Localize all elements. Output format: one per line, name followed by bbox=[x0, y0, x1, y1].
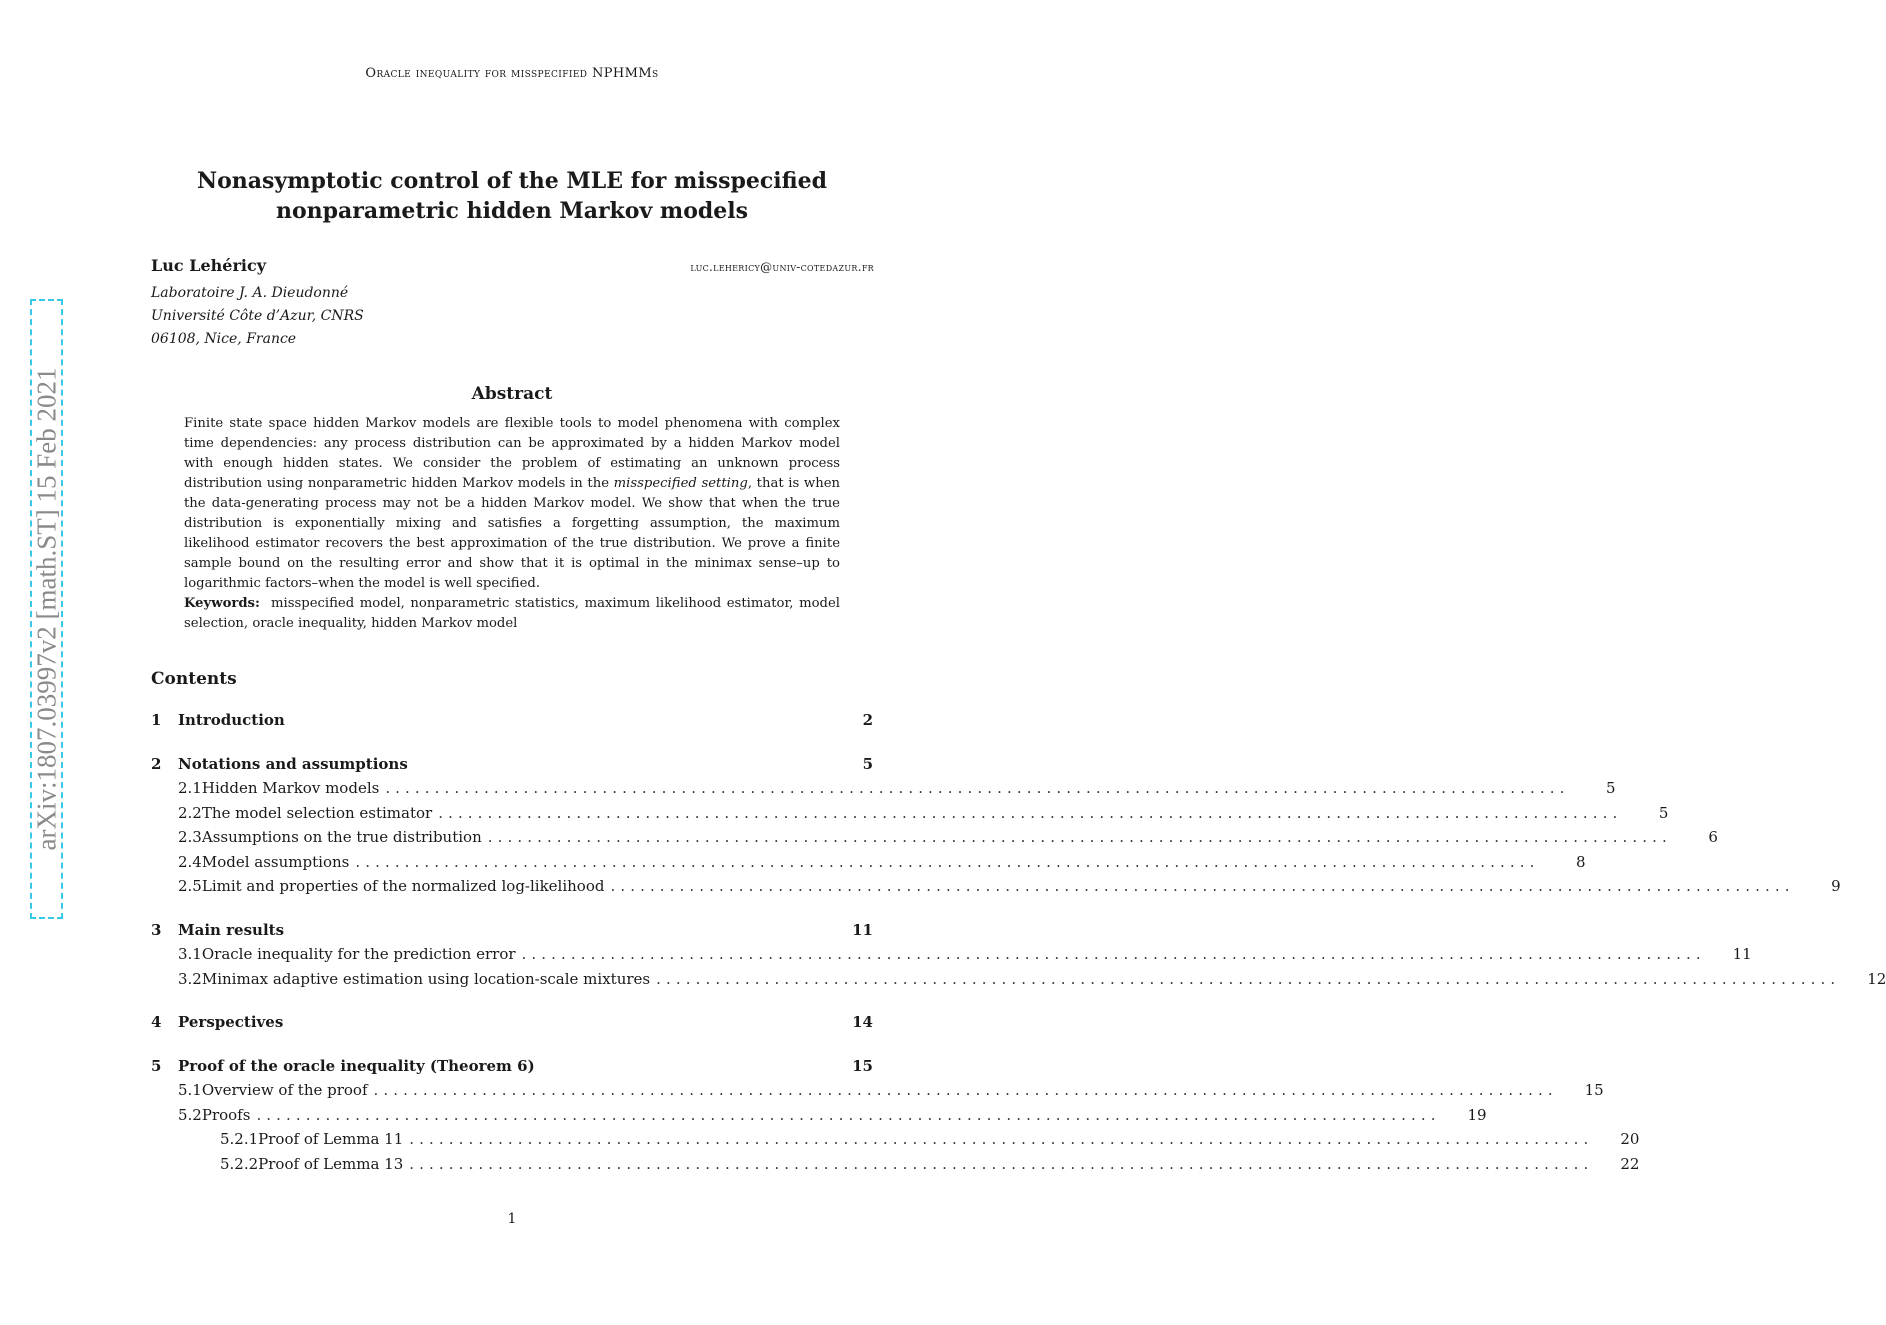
toc-section[interactable] bbox=[151, 711, 873, 736]
toc-label: The model selection estimator bbox=[201, 803, 433, 822]
arxiv-stamp[interactable] bbox=[30, 299, 63, 919]
affiliation-line: Université Côte d’Azur, CNRS bbox=[151, 308, 364, 324]
toc-number: 2 bbox=[151, 754, 162, 773]
arxiv-stamp-text: arXiv:1807.03997v2 [math.ST] 15 Feb 2021 bbox=[31, 367, 61, 851]
toc-leader: ........................................................................................................................ bbox=[409, 1130, 1594, 1148]
toc-page: 20 bbox=[1620, 1130, 1640, 1148]
toc-leader: ........................................................................................................................ bbox=[256, 1105, 1441, 1124]
abstract-emphasis: misspecified setting bbox=[613, 476, 748, 491]
affiliation-line: 06108, Nice, France bbox=[151, 331, 297, 347]
toc-label: Proofs bbox=[201, 1105, 251, 1124]
toc-label: Introduction bbox=[178, 711, 285, 729]
toc-label: Overview of the proof bbox=[201, 1081, 368, 1099]
toc-page: 11 bbox=[1732, 945, 1752, 963]
toc-subsection[interactable] bbox=[151, 803, 1669, 829]
author-email[interactable]: luc.lehericy@univ-cotedazur.fr bbox=[690, 260, 874, 274]
toc-page: 15 bbox=[1584, 1081, 1604, 1099]
toc-subsection[interactable] bbox=[151, 1105, 1487, 1131]
toc-number: 4 bbox=[151, 1013, 162, 1031]
table-of-contents bbox=[151, 711, 1886, 1179]
toc-page: 9 bbox=[1831, 877, 1841, 895]
toc-label: Minimax adaptive estimation using location-scale mixtures bbox=[201, 969, 651, 988]
abstract-part-1: Finite state space hidden Markov models are flexible tools to model phenomena with complex time dependencies: any process distribution can be approximated by a hidden Markov model with enough hidden states. We consider the problem of estimating an unknown process distribution using nonparametric hidden Markov models in the bbox=[184, 416, 840, 491]
toc-subsection[interactable] bbox=[151, 945, 1752, 970]
toc-number: 1 bbox=[151, 711, 162, 729]
toc-label: Oracle inequality for the prediction error bbox=[201, 945, 516, 963]
toc-number: 5.2.1 bbox=[220, 1130, 259, 1148]
toc-label: Main results bbox=[178, 920, 285, 939]
toc-subsubsection[interactable] bbox=[151, 1154, 1640, 1180]
toc-page: 2 bbox=[862, 711, 873, 729]
author-name: Luc Lehéricy bbox=[151, 256, 266, 275]
keywords-label: Keywords: bbox=[184, 596, 260, 611]
toc-page: 5 bbox=[1605, 779, 1616, 797]
affiliation-line: Laboratoire J. A. Dieudonné bbox=[151, 285, 349, 301]
paper-title bbox=[150, 166, 874, 226]
toc-leader: ........................................................................................................................ bbox=[521, 945, 1706, 963]
abstract-part-2: , that is when the data-generating process may not be a hidden Markov model. We show that when the true distribution is exponentially mixing and satisfies a forgetting assumption, the maximum likelihood estimator recovers the best approximation of the true distribution. We prove a finite sample bound on the resulting error and show that it is optimal in the minimax sense–up to logarithmic factors–when the model is well specified. bbox=[184, 476, 841, 591]
toc-label: Hidden Markov models bbox=[201, 779, 380, 797]
keywords-text: misspecified model, nonparametric statistics, maximum likelihood estimator, model selection, oracle inequality, hidden Markov model bbox=[184, 596, 840, 631]
toc-subsection[interactable] bbox=[151, 969, 1886, 995]
toc-label: Proof of Lemma 13 bbox=[258, 1154, 404, 1173]
toc-number: 5.2 bbox=[178, 1105, 202, 1124]
title-line-2: nonparametric hidden Markov models bbox=[276, 198, 748, 224]
toc-subsection[interactable] bbox=[151, 779, 1616, 804]
running-head: Oracle inequality for misspecified NPHMMs bbox=[365, 66, 659, 81]
contents-heading: Contents bbox=[151, 669, 237, 689]
toc-number: 2.2 bbox=[178, 803, 202, 822]
toc-number: 3 bbox=[151, 920, 162, 939]
title-line-1: Nonasymptotic control of the MLE for misspecified bbox=[197, 168, 827, 194]
toc-number: 2.4 bbox=[178, 852, 202, 871]
toc-leader: ........................................................................................................................ bbox=[656, 969, 1841, 988]
toc-number: 2.1 bbox=[178, 779, 202, 797]
abstract bbox=[184, 414, 840, 634]
toc-page: 5 bbox=[1658, 803, 1669, 822]
toc-subsection[interactable] bbox=[151, 877, 1841, 902]
toc-section[interactable] bbox=[151, 1057, 873, 1082]
toc-label: Assumptions on the true distribution bbox=[201, 828, 482, 846]
affiliation bbox=[151, 282, 364, 351]
keywords bbox=[184, 594, 840, 634]
toc-label: Perspectives bbox=[178, 1013, 284, 1031]
toc-leader: ........................................................................................................................ bbox=[373, 1081, 1558, 1099]
toc-leader: ........................................................................................................................ bbox=[409, 1154, 1594, 1173]
toc-page: 11 bbox=[852, 920, 873, 939]
toc-page: 8 bbox=[1575, 852, 1586, 871]
toc-page: 19 bbox=[1467, 1105, 1487, 1124]
toc-subsection[interactable] bbox=[151, 1081, 1604, 1106]
toc-number: 3.2 bbox=[178, 969, 202, 988]
abstract-text bbox=[184, 414, 840, 594]
toc-subsection[interactable] bbox=[151, 852, 1586, 878]
toc-number: 2.5 bbox=[178, 877, 202, 895]
toc-section[interactable] bbox=[151, 921, 873, 946]
toc-page: 6 bbox=[1708, 828, 1718, 846]
toc-number: 5 bbox=[151, 1056, 162, 1075]
page-number: 1 bbox=[507, 1211, 517, 1227]
toc-label: Proof of Lemma 11 bbox=[258, 1130, 404, 1148]
toc-page: 15 bbox=[852, 1056, 873, 1075]
toc-page: 22 bbox=[1620, 1154, 1640, 1173]
toc-leader: ........................................................................................................................ bbox=[487, 828, 1672, 846]
toc-label: Proof of the oracle inequality (Theorem 6) bbox=[178, 1056, 535, 1075]
toc-page: 12 bbox=[1867, 969, 1886, 988]
toc-number: 3.1 bbox=[178, 945, 202, 963]
toc-leader: ........................................................................................................................ bbox=[438, 803, 1623, 822]
toc-page: 14 bbox=[852, 1013, 873, 1031]
toc-leader: ........................................................................................................................ bbox=[610, 877, 1795, 895]
toc-number: 5.2.2 bbox=[220, 1154, 259, 1173]
abstract-heading: Abstract bbox=[471, 384, 553, 404]
toc-label: Limit and properties of the normalized log-likelihood bbox=[201, 877, 605, 895]
toc-section[interactable] bbox=[151, 1013, 873, 1038]
toc-label: Notations and assumptions bbox=[178, 754, 408, 773]
toc-number: 5.1 bbox=[178, 1081, 202, 1099]
toc-subsubsection[interactable] bbox=[151, 1130, 1640, 1155]
toc-page: 5 bbox=[862, 754, 873, 773]
toc-section[interactable] bbox=[151, 755, 873, 780]
toc-label: Model assumptions bbox=[201, 852, 350, 871]
toc-leader: ........................................................................................................................ bbox=[385, 779, 1570, 797]
toc-leader: ........................................................................................................................ bbox=[355, 852, 1540, 871]
toc-subsection[interactable] bbox=[151, 828, 1718, 853]
toc-number: 2.3 bbox=[178, 828, 202, 846]
